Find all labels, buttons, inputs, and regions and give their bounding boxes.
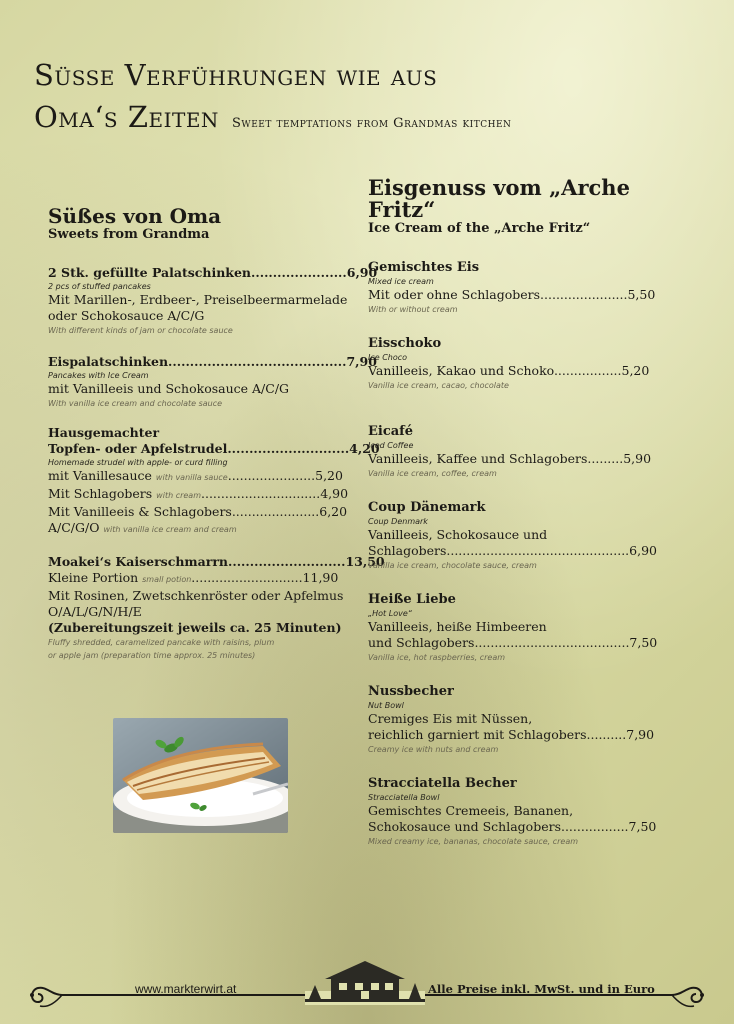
item-english-name: Ice Choco (368, 353, 408, 362)
item-english-description: Vanilla ice cream, coffee, cream (368, 469, 497, 478)
item-description-line: Vanilleeis, Kaffee und Schlagobers.........5,90 (368, 451, 652, 466)
item-description-line: mit Vanilleeis und Schokosauce A/C/G (48, 381, 290, 396)
section-title-ice-cream: Eisgenuss vom „Arche Fritz“ (368, 175, 630, 222)
item-title-line: 2 Stk. gefüllte Palatschinken......................6,90 (48, 265, 378, 280)
item-name: Eisschoko (368, 336, 442, 351)
ice-cream-item (368, 499, 668, 573)
price-label-english: with cream (156, 491, 201, 500)
item-price-line (48, 468, 358, 486)
scroll-ornament-right-icon (632, 978, 712, 1012)
preparation-time-note: (Zubereitungszeit jeweils ca. 25 Minuten) (48, 620, 342, 635)
price-value: ............................11,90 (191, 570, 339, 585)
ice-cream-item (368, 335, 668, 393)
item-english-description: With different kinds of jam or chocolate sauce (48, 326, 233, 335)
farmhouse-illustration-icon (305, 955, 425, 1005)
strudel-photo (113, 718, 288, 833)
item-english-name: Pancakes with Ice Cream (48, 371, 149, 380)
ice-cream-item (368, 259, 668, 317)
item-description-line: Schokosauce und Schlagobers.................7,50 (368, 819, 657, 834)
item-description-line: Mit Marillen-, Erdbeer-, Preiselbeermarmelade (48, 292, 348, 307)
allergen-codes: A/C/G/O (48, 520, 100, 535)
item-title-line: Topfen- oder Apfelstrudel............................4,20 (48, 441, 380, 456)
allergen-codes: O/A/L/G/N/H/E (48, 604, 142, 619)
item-name: Heiße Liebe (368, 592, 456, 607)
item-english-description: Mixed creamy ice, bananas, chocolate sauce, cream (368, 837, 579, 846)
ice-cream-item (368, 775, 668, 849)
item-name: Stracciatella Becher (368, 776, 517, 791)
price-label: mit Vanillesauce (48, 468, 152, 483)
section-subtitle-sweets: Sweets from Grandma (48, 227, 210, 242)
ice-cream-item (368, 683, 668, 757)
item-english-description: With or without cream (368, 305, 458, 314)
price-label: Kleine Portion (48, 570, 139, 585)
item-name: Eicafé (368, 424, 414, 439)
item-english-name: Homemade strudel with apple- or curd filling (48, 458, 228, 467)
item-description-line: Mit oder ohne Schlagobers......................5,50 (368, 287, 656, 302)
ice-cream-item (368, 423, 668, 481)
item-price-line (48, 570, 358, 588)
footer-website: www.markterwirt.at (135, 982, 237, 996)
item-english-name: Mixed ice cream (368, 277, 434, 286)
menu-item-eispalatschinken (48, 354, 377, 411)
item-title-line: Eispalatschinken.........................................7,90 (48, 354, 377, 369)
item-english-name: Iced Coffee (368, 441, 414, 450)
item-description-line: Vanilleeis, Schokosauce und (368, 527, 548, 542)
item-allergen-line (48, 520, 358, 538)
item-english-name: 2 pcs of stuffed pancakes (48, 282, 151, 291)
item-english-name: Nut Bowl (368, 701, 404, 710)
item-english-description: or apple jam (preparation time approx. 25 minutes) (48, 651, 256, 660)
item-description-line: und Schlagobers.......................................7,50 (368, 635, 658, 650)
item-english-name: Stracciatella Bowl (368, 793, 440, 802)
item-description-line: Schlagobers..............................................6,90 (368, 543, 657, 558)
item-english-description: Creamy ice with nuts and cream (368, 745, 499, 754)
ice-cream-list (368, 259, 668, 849)
item-name: Coup Dänemark (368, 500, 486, 515)
item-description-line: reichlich garniert mit Schlagobers..........7,90 (368, 727, 655, 742)
item-english-name: Coup Denmark (368, 517, 428, 526)
item-title-line: Moakei‘s Kaiserschmarrn...........................13,50 (48, 554, 385, 569)
ice-cream-item (368, 591, 668, 665)
item-english-description: Vanilla ice cream, chocolate sauce, cream (368, 561, 537, 570)
page-title-line2 (34, 100, 511, 134)
item-english-description: With vanilla ice cream and chocolate sauce (48, 399, 223, 408)
item-description-line: Vanilleeis, heiße Himbeeren (368, 619, 547, 634)
item-name: Nussbecher (368, 684, 454, 699)
item-price-line (48, 486, 358, 504)
page-title-line1: Süsse Verführungen wie aus (34, 58, 438, 92)
price-value: ......................5,20 (227, 468, 343, 483)
item-english-description: Vanilla ice, hot raspberries, cream (368, 653, 506, 662)
menu-item-palatschinken (48, 265, 378, 338)
item-english-description: with vanilla ice cream and cream (103, 525, 237, 534)
price-label-english: with vanilla sauce (155, 473, 228, 482)
price-label-english: small potion (142, 575, 192, 584)
item-description-line: Gemischtes Cremeeis, Bananen, (368, 803, 574, 818)
item-title-line: Hausgemachter (48, 425, 160, 440)
scroll-ornament-left-icon (22, 978, 102, 1012)
page-title-english: Sweet temptations from Grandmas kitchen (232, 116, 512, 131)
item-english-description: Fluffy shredded, caramelized pancake with raisins, plum (48, 638, 275, 647)
menu-item-strudel (48, 425, 380, 538)
item-price-line: Mit Vanilleeis & Schlagobers......................6,20 (48, 504, 348, 519)
section-title-sweets: Süßes von Oma (48, 204, 222, 228)
item-description-line: oder Schokosauce A/C/G (48, 308, 205, 323)
section-subtitle-ice-cream: Ice Cream of the „Arche Fritz“ (368, 221, 591, 236)
item-english-description: Vanilla ice cream, cacao, chocolate (368, 381, 509, 390)
item-english-name: „Hot Love“ (368, 609, 412, 618)
item-description-line: Cremiges Eis mit Nüssen, (368, 711, 533, 726)
menu-item-kaiserschmarrn (48, 554, 385, 662)
item-description-line: Mit Rosinen, Zwetschkenröster oder Apfelmus (48, 588, 344, 603)
price-label: Mit Schlagobers (48, 486, 153, 501)
item-name: Gemischtes Eis (368, 260, 480, 275)
ice-cream-section (368, 177, 668, 849)
page-title-oma: Oma‘s Zeiten (34, 100, 219, 134)
footer-price-note: Alle Preise inkl. MwSt. und in Euro (428, 982, 655, 996)
sweets-section (48, 204, 385, 662)
item-description-line: Vanilleeis, Kakao und Schoko.................5,20 (368, 363, 650, 378)
price-value: ..............................4,90 (201, 486, 349, 501)
